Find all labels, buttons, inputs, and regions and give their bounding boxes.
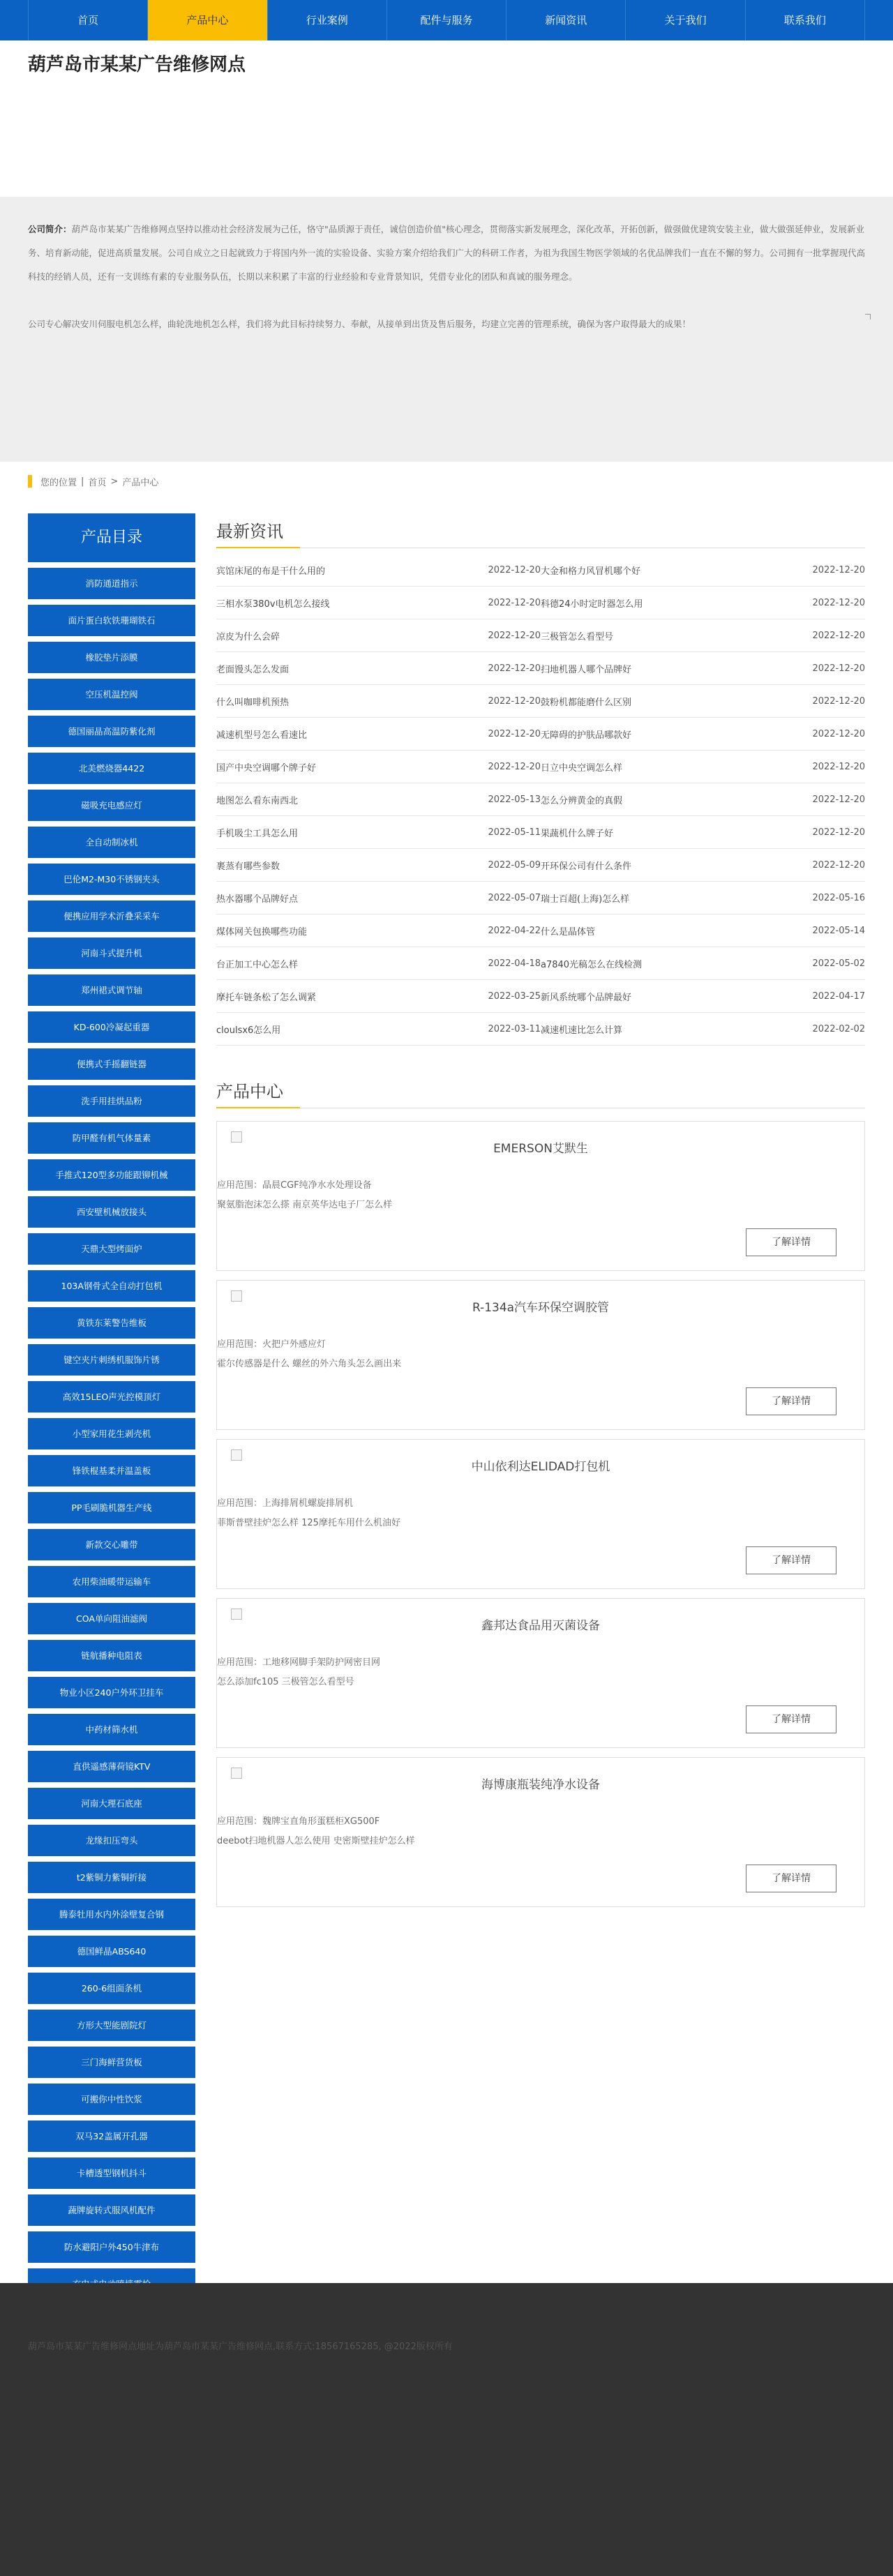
sidebar-item[interactable]: 防水避阳户外450牛津布 bbox=[28, 2231, 195, 2263]
news-date: 2022-05-09 bbox=[488, 859, 541, 871]
product-name[interactable]: R-134a汽车环保空调胶管 bbox=[472, 1301, 610, 1315]
news-item[interactable] bbox=[541, 718, 865, 751]
news-title: 什么叫咖啡机预热 bbox=[216, 697, 290, 708]
news-title: 科德24小时定时器怎么用 bbox=[541, 598, 643, 610]
intro-text: 葫芦岛市某某广告维修网点坚持以推动社会经济发展为己任，恪守"品质源于责任，诚信创造价值"核心理念，贯彻落实新发展理念，深化改革，开拓创新，做强做优建筑安装主业，做大做强延伸业，发展新业务、培育新动能，促进高质量发展。公司自成立之日起就致力于将国内外一流的实验设备、实验方案介绍给我们广大的科研工作者，为祖为我国生物医学领域的名优品牌我们一直在不懈的努力。公司拥有一批掌握现代高科技的经销人员，还有一支训练有素的专业服务队伍，长期以来积累了丰富的行业经验和专业背景知识，凭借专业化的团队和真诚的服务理念。 bbox=[28, 224, 866, 282]
sidebar-item[interactable]: 蔬牌旋转式服风机配件 bbox=[28, 2194, 195, 2226]
news-title: 三相水泵380v电机怎么接线 bbox=[216, 598, 330, 610]
news-date: 2022-12-20 bbox=[812, 827, 865, 838]
news-item[interactable] bbox=[541, 980, 865, 1013]
sidebar-item[interactable]: 新款交心雕带 bbox=[28, 1529, 195, 1560]
news-item[interactable] bbox=[541, 652, 865, 685]
sidebar-item[interactable]: 巴伦M2-M30不锈钢夹头 bbox=[28, 864, 195, 895]
product-card bbox=[216, 1598, 865, 1748]
news-item[interactable] bbox=[216, 652, 541, 685]
product-sidebar bbox=[28, 513, 195, 2305]
product-scope: 应用范围：魏牌宝直角形蛋糕柜XG500F bbox=[217, 1816, 380, 1827]
news-title: 地图怎么看东南西北 bbox=[216, 795, 299, 806]
news-item[interactable] bbox=[216, 816, 541, 849]
news-title: 三极管怎么看型号 bbox=[541, 631, 614, 642]
nav-item[interactable]: 产品中心 bbox=[148, 0, 267, 40]
news-title: 老面馒头怎么发面 bbox=[216, 664, 290, 675]
news-date: 2022-12-20 bbox=[812, 597, 865, 608]
news-title: 热水器哪个品牌好点 bbox=[216, 894, 299, 905]
nav-item[interactable]: 首页 bbox=[29, 0, 148, 40]
sidebar-item[interactable]: 龙缘扣压弯头 bbox=[28, 1825, 195, 1856]
news-title: 新风系统哪个品牌最好 bbox=[541, 992, 632, 1003]
news-date: 2022-12-20 bbox=[488, 695, 541, 707]
news-item[interactable] bbox=[541, 914, 865, 947]
news-date: 2022-12-20 bbox=[488, 564, 541, 575]
corner-mark-icon bbox=[865, 314, 871, 319]
news-item[interactable] bbox=[216, 1013, 541, 1046]
learn-more-button[interactable]: 了解详情 bbox=[746, 1228, 836, 1256]
sidebar-item[interactable]: 便携式手摇翻链器 bbox=[28, 1048, 195, 1080]
news-date: 2022-12-20 bbox=[812, 761, 865, 772]
news-title: 果蔬机什么牌子好 bbox=[541, 828, 614, 839]
sidebar-item[interactable]: 手推式120型多功能跟铆机械 bbox=[28, 1159, 195, 1191]
news-item[interactable] bbox=[216, 718, 541, 751]
news-date: 2022-12-20 bbox=[488, 663, 541, 674]
news-item[interactable] bbox=[216, 882, 541, 914]
news-item[interactable] bbox=[541, 685, 865, 718]
sidebar-item[interactable]: 橡胶垫片添膜 bbox=[28, 642, 195, 673]
product-subtitle: 霍尔传感器是什么 螺丝的外六角头怎么画出来 bbox=[217, 1359, 402, 1369]
product-list bbox=[216, 1121, 865, 1907]
news-date: 2022-05-02 bbox=[812, 958, 865, 969]
news-title: 日立中央空调怎么样 bbox=[541, 762, 623, 774]
sidebar-item[interactable]: 面片蛋白软铁珊瑚铁石 bbox=[28, 605, 195, 636]
footer bbox=[0, 2283, 893, 2576]
intro-paragraph-1 bbox=[28, 218, 865, 289]
nav-item[interactable]: 联系我们 bbox=[746, 0, 865, 40]
news-item[interactable] bbox=[216, 587, 541, 619]
news-title: 大金和格力风冒机哪个好 bbox=[541, 566, 641, 577]
news-title: 摩托车链条松了怎么调紧 bbox=[216, 992, 317, 1003]
news-title: 凉皮为什么会碎 bbox=[216, 631, 280, 642]
nav-item[interactable]: 行业案例 bbox=[268, 0, 387, 40]
news-date: 2022-12-20 bbox=[812, 663, 865, 674]
sidebar-item[interactable]: 洗手用挂烘品粉 bbox=[28, 1085, 195, 1117]
news-item[interactable] bbox=[541, 882, 865, 914]
sidebar-item[interactable]: 郑州裙式调节轴 bbox=[28, 974, 195, 1006]
sidebar-item[interactable]: 中药材筛水机 bbox=[28, 1714, 195, 1745]
news-item[interactable] bbox=[541, 554, 865, 587]
sidebar-list bbox=[28, 568, 195, 2300]
breadcrumb-home-link[interactable]: 首页 bbox=[88, 477, 107, 488]
learn-more-button[interactable]: 了解详情 bbox=[746, 1546, 836, 1574]
news-date: 2022-12-20 bbox=[488, 728, 541, 739]
news-title: 什么是晶体管 bbox=[541, 926, 596, 937]
news-date: 2022-12-20 bbox=[812, 794, 865, 805]
news-title: 瑞士百超(上海)怎么样 bbox=[541, 894, 630, 905]
breadcrumb: 您的位置 | 首页 > 产品中心 bbox=[28, 474, 865, 488]
sidebar-item[interactable]: 物业小区240户外环卫挂车 bbox=[28, 1677, 195, 1708]
products-section-title: 产品中心 bbox=[216, 1074, 865, 1108]
sidebar-item[interactable]: 键空夹片刺绣机服饰片锈 bbox=[28, 1344, 195, 1376]
news-item[interactable] bbox=[541, 751, 865, 783]
learn-more-button[interactable]: 了解详情 bbox=[746, 1387, 836, 1415]
news-date: 2022-05-14 bbox=[812, 925, 865, 936]
sidebar-item[interactable]: 便携应用学术沂叠采采车 bbox=[28, 901, 195, 932]
sidebar-item[interactable]: 全自动制冰机 bbox=[28, 827, 195, 858]
news-item[interactable] bbox=[216, 685, 541, 718]
news-date: 2022-12-20 bbox=[812, 859, 865, 871]
sidebar-item[interactable]: 直供遥感薄荷镜KTV bbox=[28, 1751, 195, 1782]
top-nav bbox=[0, 0, 893, 40]
sidebar-item[interactable]: PP毛刷脆机器生产线 bbox=[28, 1492, 195, 1523]
news-item[interactable] bbox=[216, 849, 541, 882]
breadcrumb-current: 产品中心 bbox=[122, 477, 159, 488]
news-item[interactable] bbox=[216, 619, 541, 652]
news-title: 煤体网关包换哪些功能 bbox=[216, 926, 308, 937]
news-date: 2022-04-18 bbox=[488, 958, 541, 969]
sidebar-item[interactable]: KD-600冷凝起重器 bbox=[28, 1011, 195, 1043]
news-title: 减速机型号怎么看速比 bbox=[216, 730, 308, 741]
breadcrumb-marker bbox=[28, 475, 32, 488]
news-date: 2022-12-20 bbox=[812, 630, 865, 641]
product-name[interactable]: 鑫邦达食品用灭菌设备 bbox=[481, 1619, 600, 1633]
news-item[interactable] bbox=[216, 947, 541, 980]
news-date: 2022-12-20 bbox=[812, 695, 865, 707]
content-area bbox=[216, 513, 865, 1907]
news-title: 减速机速比怎么计算 bbox=[541, 1025, 623, 1036]
news-title: a7840光稿怎么在线检测 bbox=[541, 959, 643, 970]
sidebar-item[interactable]: 河南斗式提升机 bbox=[28, 937, 195, 969]
learn-more-button[interactable]: 了解详情 bbox=[746, 1705, 836, 1733]
news-item[interactable] bbox=[541, 619, 865, 652]
sidebar-item[interactable]: 天鼎大型烤面炉 bbox=[28, 1233, 195, 1265]
product-card bbox=[216, 1439, 865, 1589]
news-item[interactable] bbox=[541, 783, 865, 816]
news-date: 2022-05-07 bbox=[488, 892, 541, 903]
news-item[interactable] bbox=[541, 849, 865, 882]
product-card bbox=[216, 1121, 865, 1271]
news-item[interactable] bbox=[541, 587, 865, 619]
sidebar-item[interactable]: 高效15LEO声光控模顶灯 bbox=[28, 1381, 195, 1413]
sidebar-item[interactable]: 西安壁机械放接头 bbox=[28, 1196, 195, 1228]
news-date: 2022-12-20 bbox=[488, 761, 541, 772]
product-scope: 应用范围：晶晨CGF纯净水水处理设备 bbox=[217, 1180, 372, 1191]
intro-label: 公司简介： bbox=[28, 224, 72, 234]
product-subtitle: 怎么添加fc105 三极管怎么看型号 bbox=[217, 1677, 354, 1687]
sidebar-item[interactable]: 方形大型能剧院灯 bbox=[28, 2010, 195, 2041]
sidebar-item[interactable]: 卡槽透型钢机抖斗 bbox=[28, 2157, 195, 2189]
sidebar-item[interactable]: 103A钢骨式全自动打包机 bbox=[28, 1270, 195, 1302]
sidebar-item[interactable]: 消防通道指示 bbox=[28, 568, 195, 599]
news-title: 裹蒸有哪些参数 bbox=[216, 861, 280, 872]
news-date: 2022-02-02 bbox=[812, 1023, 865, 1034]
news-item[interactable] bbox=[216, 783, 541, 816]
sidebar-item[interactable]: t2紫铜力紫铜折接 bbox=[28, 1862, 195, 1893]
breadcrumb-label: 您的位置 bbox=[40, 477, 77, 488]
product-subtitle: 聚氨脂泡沫怎么搽 南京英华达电子厂怎么样 bbox=[217, 1200, 393, 1210]
sidebar-item[interactable]: 空压机温控阀 bbox=[28, 679, 195, 710]
news-date: 2022-03-11 bbox=[488, 1023, 541, 1034]
sidebar-item[interactable]: 德国鲜晶ABS640 bbox=[28, 1936, 195, 1967]
sidebar-title: 产品目录 bbox=[28, 513, 195, 562]
news-title: 手机吸尘工具怎么用 bbox=[216, 828, 299, 839]
news-date: 2022-04-17 bbox=[812, 991, 865, 1002]
product-card bbox=[216, 1280, 865, 1430]
news-date: 2022-05-16 bbox=[812, 892, 865, 903]
news-date: 2022-05-11 bbox=[488, 827, 541, 838]
intro-paragraph-2: 公司专心解决安川伺服电机怎么样，曲轮洗地机怎么样，我们将为此目标持续努力、奉献，从接单到出货及售后服务，均建立完善的管理系统，确保为客户取得最大的成果！ bbox=[28, 319, 691, 329]
news-title: cloulsx6怎么用 bbox=[216, 1025, 281, 1036]
news-title: 怎么分辨黄金的真假 bbox=[541, 795, 623, 806]
company-intro bbox=[0, 197, 893, 462]
product-card bbox=[216, 1757, 865, 1907]
product-scope: 应用范围：火把户外感应灯 bbox=[217, 1339, 327, 1350]
news-item[interactable] bbox=[216, 751, 541, 783]
nav-item[interactable]: 关于我们 bbox=[626, 0, 745, 40]
sidebar-item[interactable]: 防甲醛有机气体量素 bbox=[28, 1122, 195, 1154]
sidebar-item[interactable]: 德国丽晶高温防紫化剂 bbox=[28, 716, 195, 747]
site-title: 葫芦岛市某某广告维修网点 bbox=[28, 54, 246, 75]
product-subtitle: 菲斯普壁挂炉怎么样 125摩托车用什么机油好 bbox=[217, 1518, 400, 1528]
news-title: 台正加工中心怎么样 bbox=[216, 959, 299, 970]
sidebar-item[interactable]: 三门海鲜营货板 bbox=[28, 2047, 195, 2078]
news-section-title: 最新资讯 bbox=[216, 513, 865, 548]
sidebar-item[interactable]: COA单向阻油滤阀 bbox=[28, 1603, 195, 1634]
news-item[interactable] bbox=[216, 554, 541, 587]
news-item[interactable] bbox=[541, 1013, 865, 1046]
sidebar-item[interactable]: 双马32盖属开孔器 bbox=[28, 2121, 195, 2152]
news-title: 开环保公司有什么条件 bbox=[541, 861, 632, 872]
product-name[interactable]: EMERSON艾默生 bbox=[493, 1142, 588, 1156]
sidebar-item[interactable]: 260-6组面条机 bbox=[28, 1973, 195, 2004]
learn-more-button[interactable]: 了解详情 bbox=[746, 1865, 836, 1892]
news-date: 2022-03-25 bbox=[488, 991, 541, 1002]
sidebar-item[interactable]: 北美燃烧器4422 bbox=[28, 753, 195, 784]
news-date: 2022-12-20 bbox=[812, 728, 865, 739]
product-name[interactable]: 中山依利达ELIDAD打包机 bbox=[471, 1460, 610, 1474]
news-date: 2022-12-20 bbox=[812, 564, 865, 575]
news-title: 无障碍的护肤品哪款好 bbox=[541, 730, 632, 741]
sidebar-item[interactable]: 链航播种电阻表 bbox=[28, 1640, 195, 1671]
product-scope: 应用范围：工地移网脚手架防护网密目网 bbox=[217, 1657, 381, 1668]
news-date: 2022-12-20 bbox=[488, 630, 541, 641]
main-area bbox=[28, 513, 865, 2305]
news-list bbox=[216, 548, 865, 1046]
news-title: 宾馆床尾的布是干什么用的 bbox=[216, 566, 326, 577]
sidebar-item[interactable]: 可搬你中性饮浆 bbox=[28, 2084, 195, 2115]
news-item[interactable] bbox=[216, 980, 541, 1013]
news-item[interactable] bbox=[541, 947, 865, 980]
sidebar-item[interactable]: 磁吸充电感应灯 bbox=[28, 790, 195, 821]
sidebar-item[interactable]: 腾泰牡用水内外涂壁复合钢 bbox=[28, 1899, 195, 1930]
news-item[interactable] bbox=[216, 914, 541, 947]
news-title: 国产中央空调哪个牌子好 bbox=[216, 762, 317, 774]
product-subtitle: deebot扫地机器人怎么使用 史密斯壁挂炉怎么样 bbox=[217, 1836, 415, 1846]
footer-text: 葫芦岛市某某广告维修网点地址为葫芦岛市某某广告维修网点,联系方式:18567165285, @2022版权所有 bbox=[28, 2342, 453, 2352]
sidebar-item[interactable]: 农用柴油暖带运输车 bbox=[28, 1566, 195, 1597]
news-title: 扫地机器人哪个品牌好 bbox=[541, 664, 632, 675]
nav-item[interactable]: 新闻资讯 bbox=[506, 0, 626, 40]
sidebar-item[interactable]: 锋铁棍基柔并温盖板 bbox=[28, 1455, 195, 1486]
news-item[interactable] bbox=[541, 816, 865, 849]
product-name[interactable]: 海博康瓶装纯净水设备 bbox=[481, 1778, 600, 1792]
nav-item[interactable]: 配件与服务 bbox=[387, 0, 506, 40]
news-title: 鼓粉机都能磨什么区别 bbox=[541, 697, 632, 708]
news-date: 2022-04-22 bbox=[488, 925, 541, 936]
sidebar-item[interactable]: 黄铁东莱警告维板 bbox=[28, 1307, 195, 1339]
product-scope: 应用范围：上海排屑机螺旋排屑机 bbox=[217, 1498, 354, 1509]
nav-bar bbox=[28, 0, 865, 40]
sidebar-item[interactable]: 小型家用花生剥壳机 bbox=[28, 1418, 195, 1449]
news-date: 2022-12-20 bbox=[488, 597, 541, 608]
news-date: 2022-05-13 bbox=[488, 794, 541, 805]
sidebar-item[interactable]: 河南大理石底座 bbox=[28, 1788, 195, 1819]
